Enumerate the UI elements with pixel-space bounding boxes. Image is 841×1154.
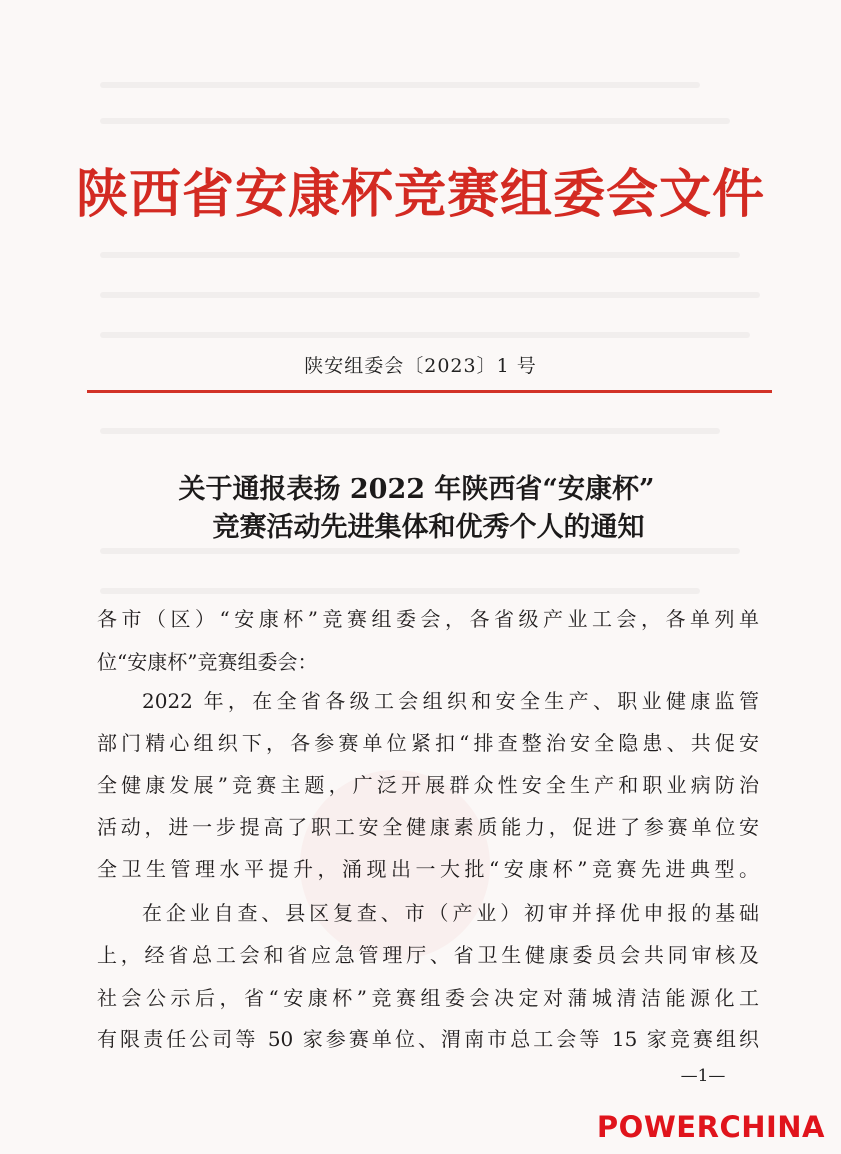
body-line: 社会公示后，省“安康杯”竞赛组委会决定对蒲城清洁能源化工 xyxy=(97,986,759,1010)
body-line: 全卫生管理水平提升，涌现出一大批“安康杯”竞赛先进典型。 xyxy=(97,857,759,881)
body-line: 各市（区）“安康杯”竞赛组委会，各省级产业工会，各单列单 xyxy=(97,607,759,631)
notice-title-line-2: 竞赛活动先进集体和优秀个人的通知 xyxy=(212,512,645,543)
document-header-title: 陕西省安康杯竞赛组委会文件 xyxy=(75,164,765,225)
notice-title-line-1: 关于通报表扬 2022 年陕西省“安康杯” xyxy=(178,474,655,505)
body-line: 活动，进一步提高了职工安全健康素质能力，促进了参赛单位安 xyxy=(97,815,759,839)
body-line: 位“安康杯”竞赛组委会： xyxy=(97,650,318,674)
document-number: 陕安组委会〔2023〕1 号 xyxy=(304,355,537,377)
body-line: 2022 年，在全省各级工会组织和安全生产、职业健康监管 xyxy=(142,689,759,713)
body-line: 部门精心组织下，各参赛单位紧扣“排查整治安全隐患、共促安 xyxy=(97,731,759,755)
body-line: 在企业自查、县区复查、市（产业）初审并择优申报的基础 xyxy=(142,901,759,925)
body-line: 全健康发展”竞赛主题，广泛开展群众性安全生产和职业病防治 xyxy=(97,773,759,797)
body-line: 上，经省总工会和省应急管理厅、省卫生健康委员会共同审核及 xyxy=(97,943,759,967)
body-line: 有限责任公司等 50 家参赛单位、渭南市总工会等 15 家竞赛组织 xyxy=(97,1027,759,1051)
page-number: —1— xyxy=(680,1066,726,1086)
red-divider-line xyxy=(87,390,772,393)
powerchina-watermark: POWERCHINA xyxy=(596,1110,825,1144)
